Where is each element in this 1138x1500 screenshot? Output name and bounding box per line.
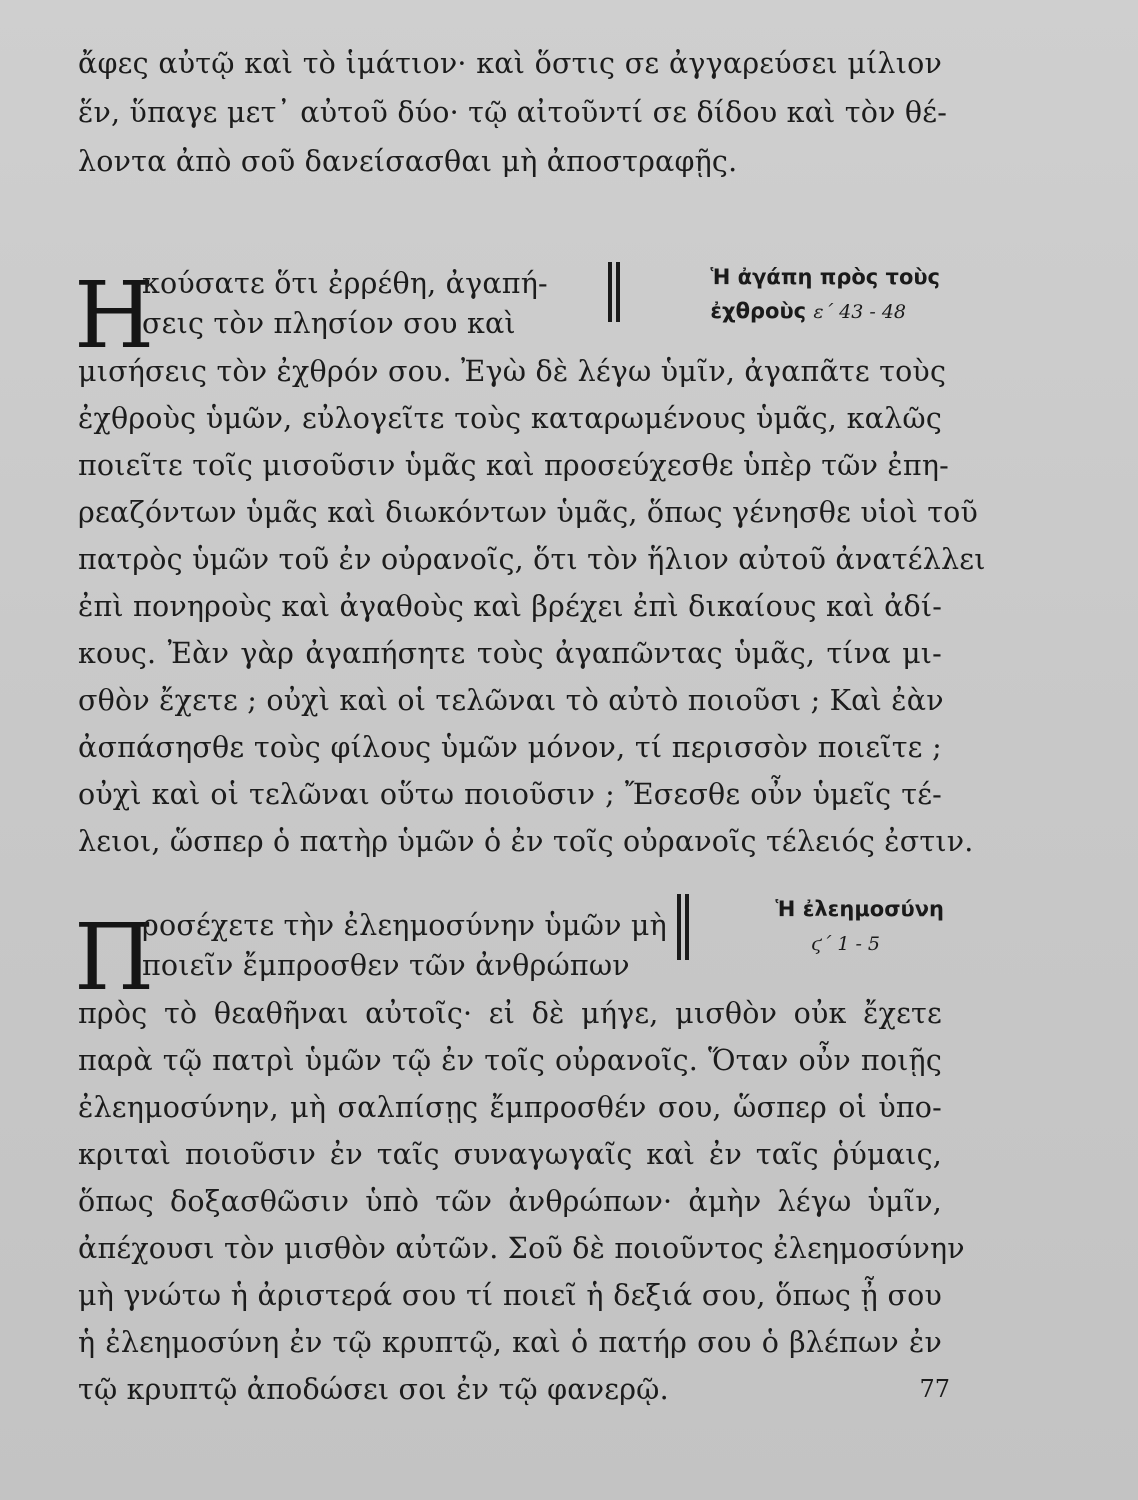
text-line: κους. Ἐὰν γὰρ ἀγαπήσητε τοὺς ἀγαπῶντας ὑμᾶς, τίνα μι-	[78, 637, 942, 670]
sidenote-rule	[608, 262, 612, 322]
text-line: ἐπὶ πονηροὺς καὶ ἀγαθοὺς καὶ βρέχει ἐπὶ δικαίους καὶ ἀδί-	[78, 590, 943, 623]
text-line: ἐχθροὺς ὑμῶν, εὐλογεῖτε τοὺς καταρωμένους ὑμᾶς, καλῶς	[78, 402, 942, 435]
text-line: οὐχὶ καὶ οἱ τελῶναι οὕτω ποιοῦσιν ; Ἔσεσθε οὖν ὑμεῖς τέ-	[78, 778, 942, 811]
text-line: μὴ γνώτω ἡ ἀριστερά σου τί ποιεῖ ἡ δεξιά σου, ὅπως ᾖ σου	[78, 1279, 942, 1312]
text-line: ὅπως δοξασθῶσιν ὑπὸ τῶν ἀνθρώπων· ἀμὴν λέγω ὑμῖν,	[78, 1185, 942, 1218]
sidenote-heading: Ἡ ἐλεημοσύνη	[775, 897, 944, 921]
sidenote-heading: Ἡ ἀγάπη πρὸς τοὺς	[710, 265, 940, 289]
text-line: ἐλεημοσύνην, μὴ σαλπίσῃς ἔμπροσθέν σου, ὥσπερ οἱ ὑπο-	[78, 1091, 942, 1124]
sidenote-reference: ϛ΄ 1 - 5	[811, 933, 880, 955]
text-line: ἄφες αὐτῷ καὶ τὸ ἱμάτιον· καὶ ὅστις σε ἀγγαρεύσει μίλιον	[78, 47, 942, 80]
text-line: ἀπέχουσι τὸν μισθὸν αὐτῶν. Σοῦ δὲ ποιοῦντος ἐλεημοσύνην	[78, 1232, 965, 1265]
text-line: ἀσπάσησθε τοὺς φίλους ὑμῶν μόνον, τί περισσὸν ποιεῖτε ;	[78, 731, 942, 764]
sidenote-heading-word: ἐχθροὺς	[710, 299, 807, 323]
page-number: 77	[919, 1375, 950, 1403]
sidenote-heading-line2	[620, 296, 906, 327]
text-line: λειοι, ὥσπερ ὁ πατὴρ ὑμῶν ὁ ἐν τοῖς οὐρανοῖς τέλειός ἐστιν.	[78, 825, 974, 858]
text-line: κούσατε ὅτι ἐρρέθη, ἀγαπή-	[142, 267, 548, 300]
text-line: ρεαζόντων ὑμᾶς καὶ διωκόντων ὑμᾶς, ὅπως γένησθε υἱοὶ τοῦ	[78, 496, 979, 529]
text-line: πατρὸς ὑμῶν τοῦ ἐν οὐρανοῖς, ὅτι τὸν ἥλιον αὐτοῦ ἀνατέλλει	[78, 543, 986, 576]
sidenote-reference-line	[600, 928, 880, 959]
text-line: πρὸς τὸ θεαθῆναι αὐτοῖς· εἰ δὲ μήγε, μισθὸν οὐκ ἔχετε	[78, 997, 942, 1030]
text-line: παρὰ τῷ πατρὶ ὑμῶν τῷ ἐν τοῖς οὐρανοῖς. Ὅταν οὖν ποιῇς	[78, 1044, 942, 1077]
drop-cap: Π	[74, 904, 155, 1011]
text-line: σεις τὸν πλησίον σου καὶ	[142, 307, 516, 340]
text-line: ποιεῖν ἔμπροσθεν τῶν ἀνθρώπων	[142, 949, 630, 982]
drop-cap: Η	[74, 262, 155, 369]
text-line: ροσέχετε τὴν ἐλεημοσύνην ὑμῶν μὴ	[142, 909, 667, 942]
text-line: τῷ κρυπτῷ ἀποδώσει σοι ἐν τῷ φανερῷ.	[78, 1373, 669, 1406]
sidenote-reference: ε΄ 43 - 48	[813, 301, 906, 323]
text-line: κριταὶ ποιοῦσιν ἐν ταῖς συναγωγαῖς καὶ ἐν ταῖς ῥύμαις,	[78, 1138, 942, 1171]
text-line: μισήσεις τὸν ἐχθρόν σου. Ἐγὼ δὲ λέγω ὑμῖν, ἀγαπᾶτε τοὺς	[78, 355, 947, 388]
text-line: λοντα ἀπὸ σοῦ δανείσασθαι μὴ ἀποστραφῇς.	[78, 145, 738, 178]
text-line: ποιεῖτε τοῖς μισοῦσιν ὑμᾶς καὶ προσεύχεσθε ὑπὲρ τῶν ἐπη-	[78, 449, 949, 482]
text-line: σθὸν ἔχετε ; οὐχὶ καὶ οἱ τελῶναι τὸ αὐτὸ ποιοῦσι ; Καὶ ἐὰν	[78, 684, 944, 717]
text-line: ἡ ἐλεημοσύνη ἐν τῷ κρυπτῷ, καὶ ὁ πατήρ σου ὁ βλέπων ἐν	[78, 1326, 942, 1359]
text-line: ἕν, ὕπαγε μετ᾽ αὐτοῦ δύο· τῷ αἰτοῦντί σε δίδου καὶ τὸν θέ-	[78, 96, 948, 129]
